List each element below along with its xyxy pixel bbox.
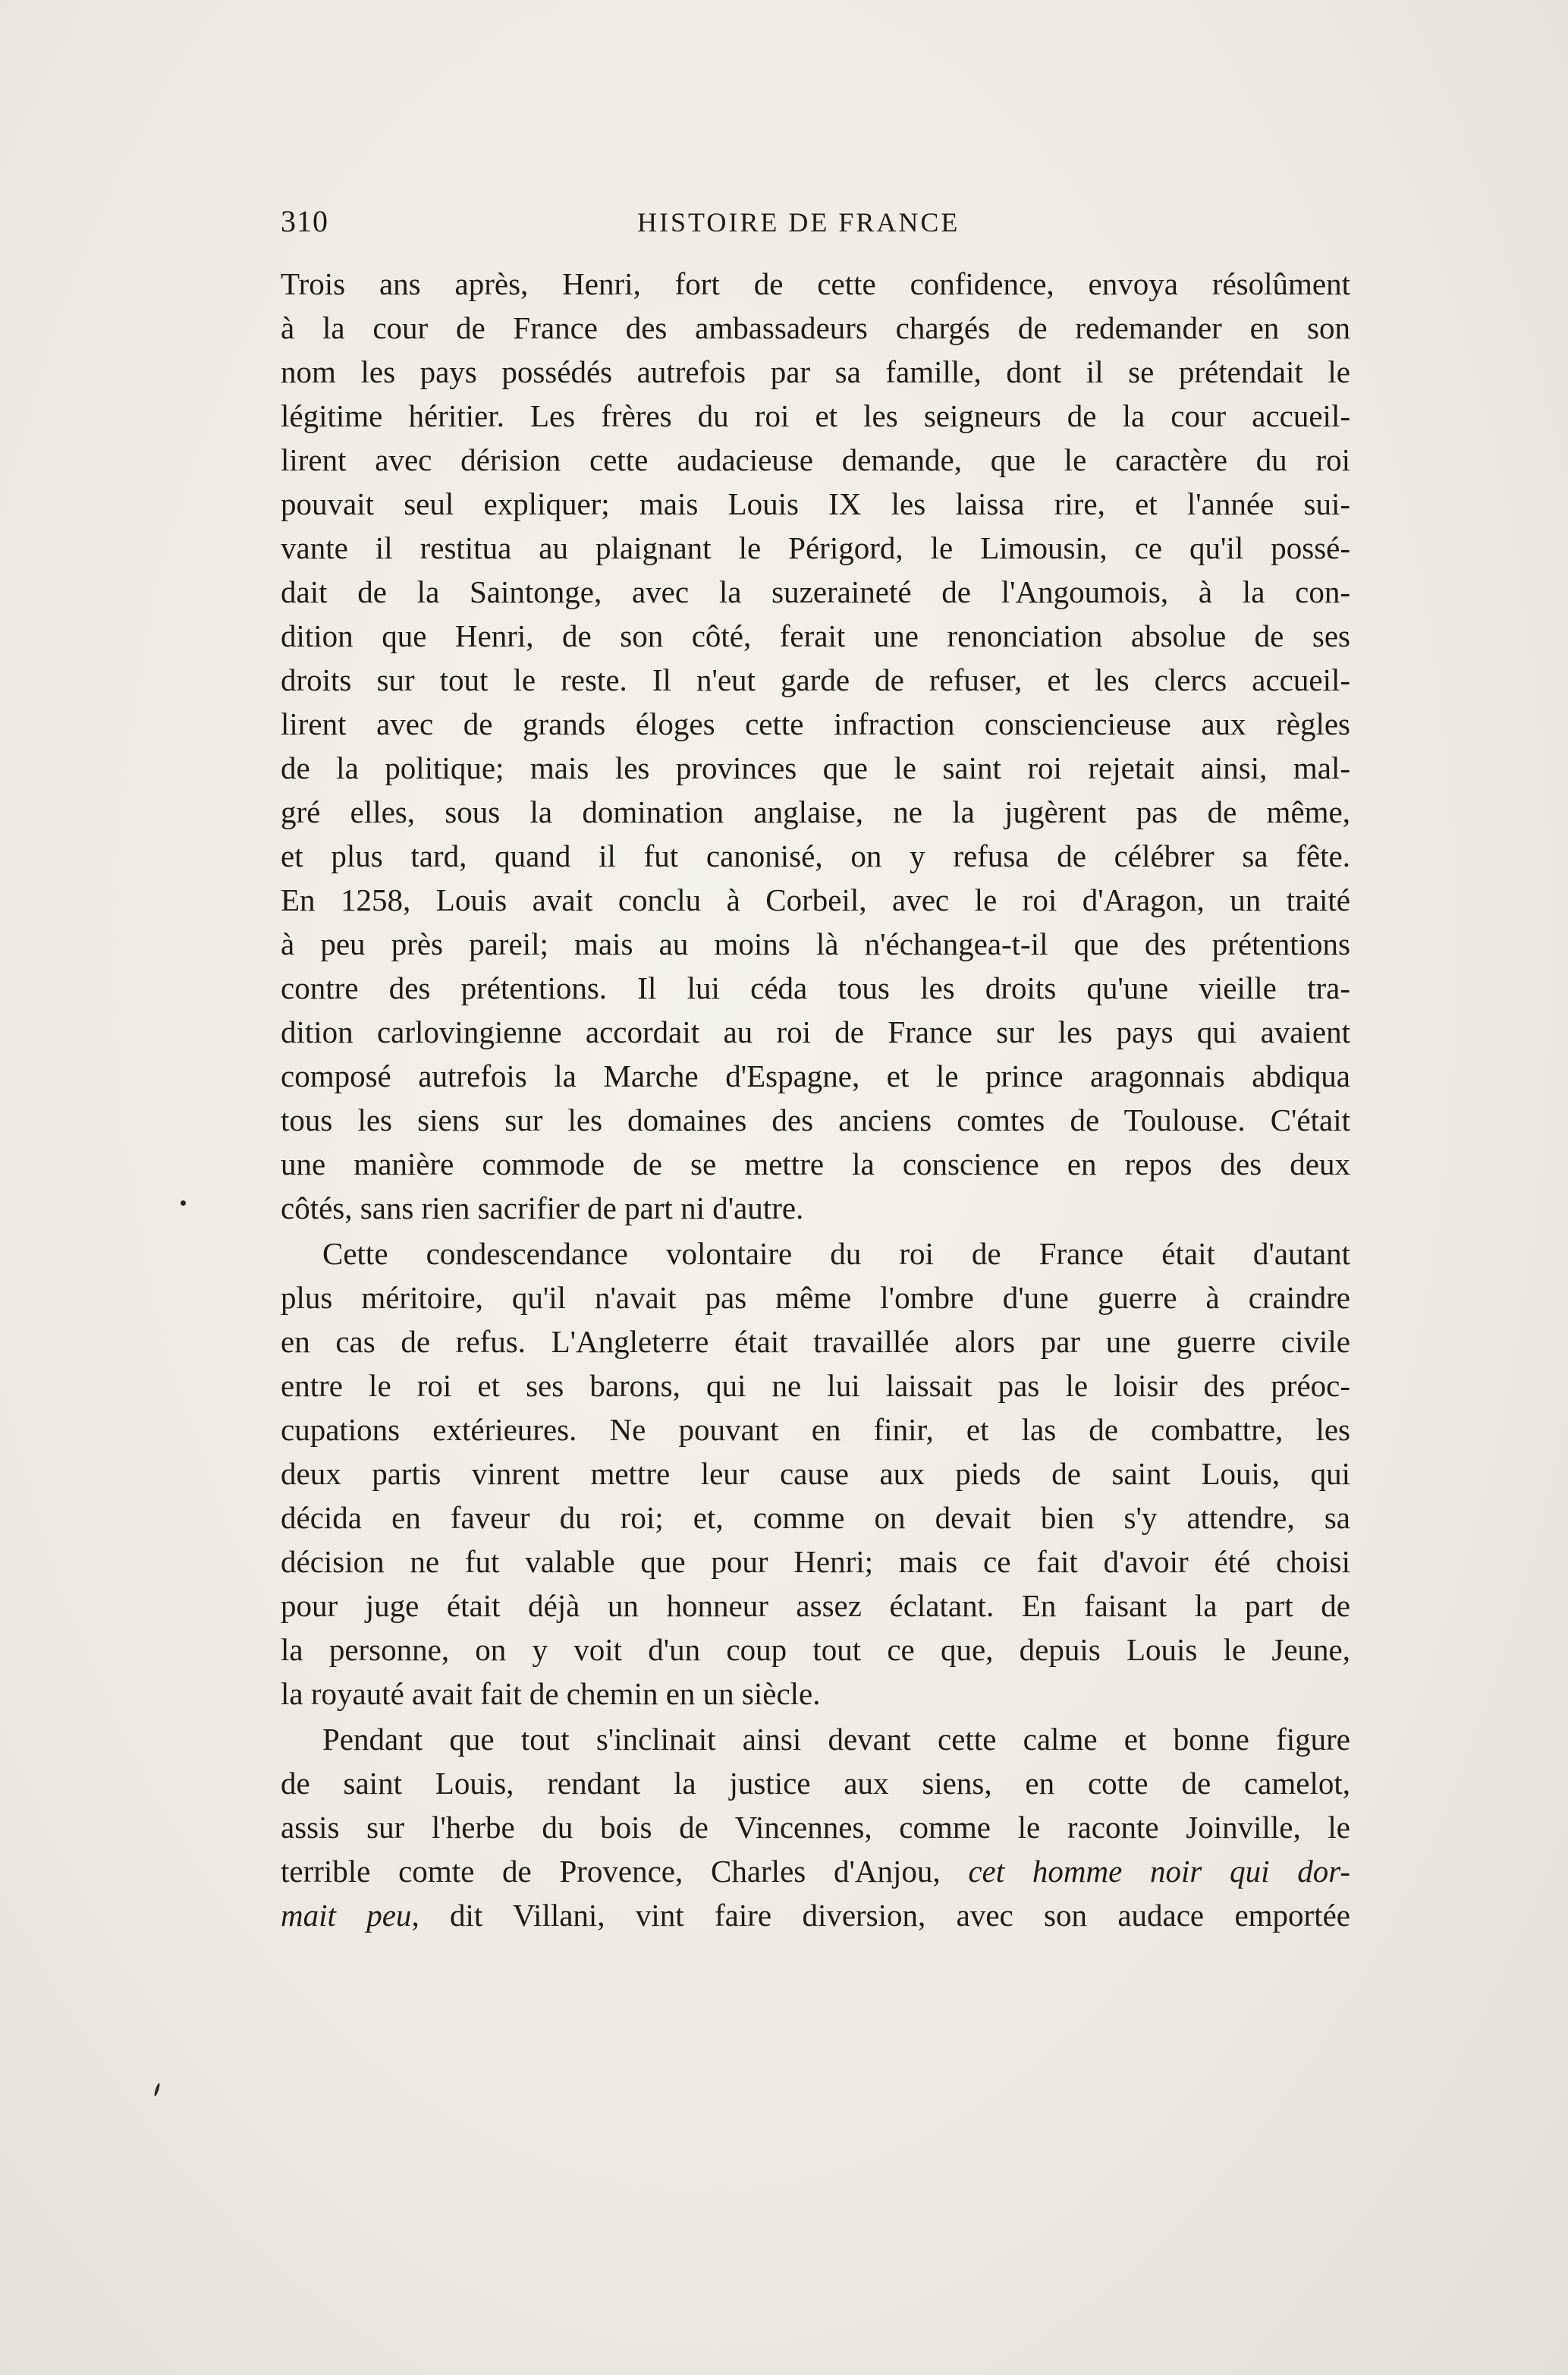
text-line: assis sur l'herbe du bois de Vincennes, comme le raconte Joinville, le (281, 1810, 1350, 1845)
text-line: Pendant que tout s'inclinait ainsi devant cette calme et bonne figure (322, 1722, 1350, 1757)
text-line: légitime héritier. Les frères du roi et les seigneurs de la cour accueil- (281, 398, 1350, 433)
italic-quote: mait peu (281, 1898, 412, 1933)
text-line: deux partis vinrent mettre leur cause aux pieds de saint Louis, qui (281, 1456, 1350, 1491)
text-line: cupations extérieures. Ne pouvant en finir, et las de combattre, les (281, 1412, 1350, 1447)
text-line: de saint Louis, rendant la justice aux siens, en cotte de camelot, (281, 1766, 1350, 1801)
text-line: dition carlovingienne accordait au roi de France sur les pays qui avaient (281, 1014, 1350, 1049)
text-line: Trois ans après, Henri, fort de cette confidence, envoya résolûment (281, 266, 1350, 301)
text-line: une manière commode de se mettre la conscience en repos des deux (281, 1147, 1350, 1181)
text-line: Cette condescendance volontaire du roi de France était d'autant (322, 1236, 1350, 1271)
text-line: en cas de refus. L'Angleterre était travaillée alors par une guerre civile (281, 1324, 1350, 1359)
text-line: dition que Henri, de son côté, ferait une renonciation absolue de ses (281, 618, 1350, 653)
text-line: pour juge était déjà un honneur assez éclatant. En faisant la part de (281, 1588, 1350, 1623)
text-line: pouvait seul expliquer; mais Louis IX les laissa rire, et l'année sui- (281, 486, 1350, 521)
italic-quote: cet homme noir qui dor- (968, 1854, 1350, 1889)
text-line: à peu près pareil; mais au moins là n'échangea-t-il que des prétentions (281, 926, 1350, 961)
paragraph (281, 262, 1350, 1230)
text-line: côtés, sans rien sacrifier de part ni d'autre. (281, 1191, 804, 1225)
text-line: de la politique; mais les provinces que le saint roi rejetait ainsi, mal- (281, 750, 1350, 785)
running-title: HISTOIRE DE FRANCE (637, 207, 960, 238)
text-line: décision ne fut valable que pour Henri; mais ce fait d'avoir été choisi (281, 1544, 1350, 1579)
text-line: droits sur tout le reste. Il n'eut garde de refuser, et les clercs accueil- (281, 662, 1350, 697)
text-line: tous les siens sur les domaines des anciens comtes de Toulouse. C'était (281, 1103, 1350, 1137)
page-number: 310 (281, 204, 328, 238)
text-line: lirent avec de grands éloges cette infraction consciencieuse aux règles (281, 706, 1350, 741)
paragraph (281, 1232, 1350, 1716)
text-line: nom les pays possédés autrefois par sa famille, dont il se prétendait le (281, 354, 1350, 389)
ink-speck (181, 1200, 186, 1206)
text-line: entre le roi et ses barons, qui ne lui laissait pas le loisir des préoc- (281, 1368, 1350, 1403)
text-line: décida en faveur du roi; et, comme on devait bien s'y attendre, sa (281, 1500, 1350, 1535)
text-line: vante il restitua au plaignant le Périgord, le Limousin, ce qu'il possé- (281, 530, 1350, 565)
text-line: à la cour de France des ambassadeurs chargés de redemander en son (281, 310, 1350, 345)
text-line: mait peu, dit Villani, vint faire diversion, avec son audace emportée (281, 1898, 1350, 1933)
text-line: dait de la Saintonge, avec la suzeraineté de l'Angoumois, à la con- (281, 574, 1350, 609)
text-line: gré elles, sous la domination anglaise, ne la jugèrent pas de même, (281, 794, 1350, 829)
paragraph (281, 1717, 1350, 1937)
text-line: la personne, on y voit d'un coup tout ce que, depuis Louis le Jeune, (281, 1632, 1350, 1667)
text-line: contre des prétentions. Il lui céda tous les droits qu'une vieille tra- (281, 970, 1350, 1005)
text-line: plus méritoire, qu'il n'avait pas même l'ombre d'une guerre à craindre (281, 1280, 1350, 1315)
page-header (281, 203, 1350, 249)
text-line: composé autrefois la Marche d'Espagne, et le prince aragonnais abdiqua (281, 1059, 1350, 1093)
body-text (281, 262, 1350, 1937)
ink-speck (153, 2083, 160, 2097)
text-line: et plus tard, quand il fut canonisé, on y refusa de célébrer sa fête. (281, 838, 1350, 873)
text-line: la royauté avait fait de chemin en un siècle. (281, 1676, 821, 1711)
text-line: En 1258, Louis avait conclu à Corbeil, avec le roi d'Aragon, un traité (281, 882, 1350, 917)
text-line: lirent avec dérision cette audacieuse demande, que le caractère du roi (281, 442, 1350, 477)
text-line: terrible comte de Provence, Charles d'Anjou, cet homme noir qui dor- (281, 1854, 1350, 1889)
